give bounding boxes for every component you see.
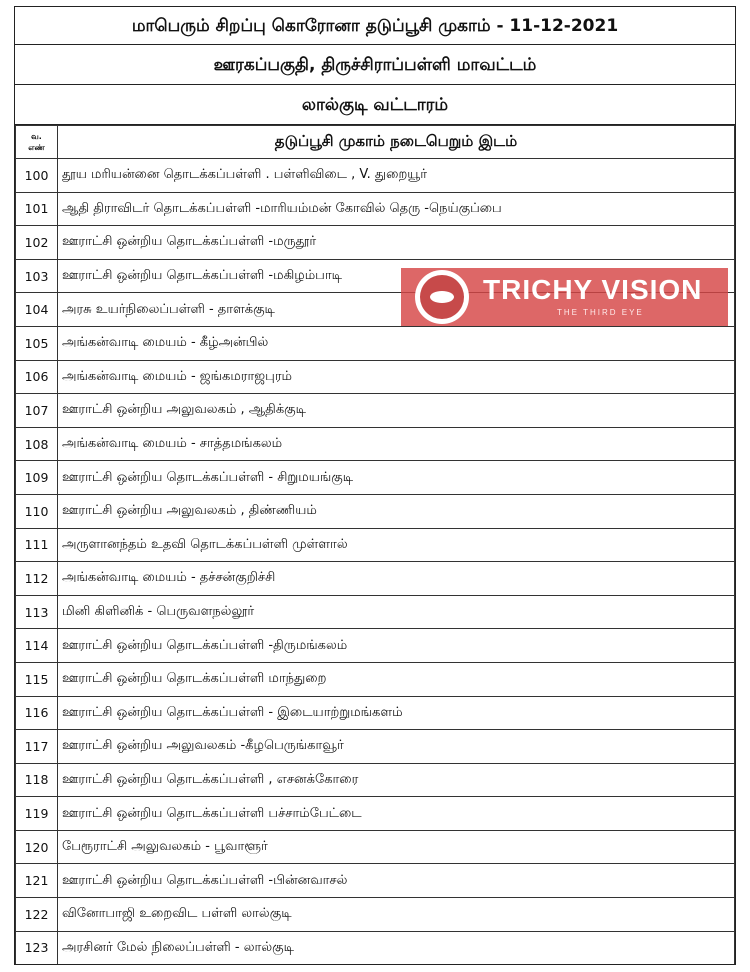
row-camp-place: அங்கன்வாடி மையம் - ஜங்கமராஜபுரம்	[58, 360, 735, 394]
table-row	[16, 427, 735, 461]
row-serial-number: 103	[16, 259, 58, 293]
row-camp-place: வினோபாஜி உறைவிட பள்ளி லால்குடி	[58, 898, 735, 932]
row-serial-number: 119	[16, 797, 58, 831]
document-title: மாபெரும் சிறப்பு கொரோனா தடுப்பூசி முகாம் - 11-12-2021	[15, 7, 735, 45]
row-camp-place: ஊராட்சி ஒன்றிய தொடக்கப்பள்ளி -மருதூர்	[58, 226, 735, 260]
row-serial-number: 106	[16, 360, 58, 394]
table-row	[16, 461, 735, 495]
row-serial-number: 100	[16, 159, 58, 193]
table-row	[16, 696, 735, 730]
row-camp-place: ஊராட்சி ஒன்றிய தொடக்கப்பள்ளி பச்சாம்பேட்டை	[58, 797, 735, 831]
row-serial-number: 104	[16, 293, 58, 327]
row-serial-number: 112	[16, 562, 58, 596]
row-camp-place: மினி கிளினிக் - பெருவளநல்லூர்	[58, 595, 735, 629]
row-camp-place: ஊராட்சி ஒன்றிய தொடக்கப்பள்ளி - இடையாற்றுமங்களம்	[58, 696, 735, 730]
row-camp-place: ஊராட்சி ஒன்றிய அலுவலகம் -கீழபெருங்காவூர்	[58, 730, 735, 764]
row-camp-place: தூய மரியன்னை தொடக்கப்பள்ளி . பள்ளிவிடை , V. துறையூர்	[58, 159, 735, 193]
table-row	[16, 226, 735, 260]
table-row	[16, 931, 735, 964]
table-row	[16, 629, 735, 663]
table-row	[16, 326, 735, 360]
table-row	[16, 662, 735, 696]
place-header: தடுப்பூசி முகாம் நடைபெறும் இடம்	[58, 126, 735, 159]
trichy-vision-watermark	[401, 268, 728, 326]
row-serial-number: 122	[16, 898, 58, 932]
district-heading: ஊரகப்பகுதி, திருச்சிராப்பள்ளி மாவட்டம்	[15, 45, 735, 85]
watermark-brand: TRICHY VISION	[483, 274, 703, 305]
table-header-row	[16, 126, 735, 159]
row-serial-number: 110	[16, 494, 58, 528]
serial-header-line1: வ.	[31, 132, 42, 141]
row-serial-number: 123	[16, 931, 58, 964]
row-serial-number: 121	[16, 864, 58, 898]
table-row	[16, 494, 735, 528]
serial-number-header	[16, 126, 58, 159]
watermark-tagline: THE THIRD EYE	[557, 308, 644, 317]
row-serial-number: 101	[16, 192, 58, 226]
row-serial-number: 117	[16, 730, 58, 764]
row-camp-place: ஊராட்சி ஒன்றிய தொடக்கப்பள்ளி -மகிழம்பாடி	[58, 259, 735, 293]
row-camp-place: அங்கன்வாடி மையம் - தச்சன்குறிச்சி	[58, 562, 735, 596]
table-row	[16, 763, 735, 797]
row-serial-number: 116	[16, 696, 58, 730]
table-row	[16, 360, 735, 394]
row-camp-place: அங்கன்வாடி மையம் - சாத்தமங்கலம்	[58, 427, 735, 461]
row-camp-place: அரசினர் மேல் நிலைப்பள்ளி - லால்குடி	[58, 931, 735, 964]
table-row	[16, 159, 735, 193]
camp-locations-table	[15, 125, 735, 964]
row-serial-number: 109	[16, 461, 58, 495]
row-serial-number: 105	[16, 326, 58, 360]
table-row	[16, 797, 735, 831]
row-serial-number: 102	[16, 226, 58, 260]
row-serial-number: 111	[16, 528, 58, 562]
row-serial-number: 107	[16, 394, 58, 428]
table-row	[16, 830, 735, 864]
row-camp-place: ஊராட்சி ஒன்றிய தொடக்கப்பள்ளி மாந்துறை	[58, 662, 735, 696]
table-row	[16, 192, 735, 226]
row-serial-number: 113	[16, 595, 58, 629]
table-row	[16, 394, 735, 428]
row-camp-place: அரசு உயர்நிலைப்பள்ளி - தாளக்குடி	[58, 293, 735, 327]
table-row	[16, 864, 735, 898]
row-serial-number: 120	[16, 830, 58, 864]
row-camp-place: ஊராட்சி ஒன்றிய தொடக்கப்பள்ளி , எசனக்கோரை	[58, 763, 735, 797]
row-serial-number: 114	[16, 629, 58, 663]
row-camp-place: ஊராட்சி ஒன்றிய தொடக்கப்பள்ளி - சிறுமயங்குடி	[58, 461, 735, 495]
row-camp-place: ஊராட்சி ஒன்றிய தொடக்கப்பள்ளி -பின்னவாசல்	[58, 864, 735, 898]
row-serial-number: 118	[16, 763, 58, 797]
row-camp-place: ஊராட்சி ஒன்றிய அலுவலகம் , ஆதிக்குடி	[58, 394, 735, 428]
block-heading: லால்குடி வட்டாரம்	[15, 85, 735, 125]
row-camp-place: அருளானந்தம் உதவி தொடக்கப்பள்ளி முள்ளால்	[58, 528, 735, 562]
table-row	[16, 528, 735, 562]
table-row	[16, 595, 735, 629]
serial-header-line2: எண்	[28, 143, 45, 152]
row-serial-number: 108	[16, 427, 58, 461]
row-camp-place: ஆதி திராவிடர் தொடக்கப்பள்ளி -மாரியம்மன் கோவில் தெரு -நெய்குப்பை	[58, 192, 735, 226]
row-serial-number: 115	[16, 662, 58, 696]
row-camp-place: ஊராட்சி ஒன்றிய தொடக்கப்பள்ளி -திருமங்கலம்	[58, 629, 735, 663]
table-row	[16, 730, 735, 764]
document-sheet	[14, 6, 736, 965]
row-camp-place: ஊராட்சி ஒன்றிய அலுவலகம் , திண்ணியம்	[58, 494, 735, 528]
row-camp-place: பேரூராட்சி அலுவலகம் - பூவாளூர்	[58, 830, 735, 864]
eye-logo-icon	[415, 270, 469, 324]
table-row	[16, 898, 735, 932]
table-row	[16, 562, 735, 596]
row-camp-place: அங்கன்வாடி மையம் - கீழ்அன்பில்	[58, 326, 735, 360]
